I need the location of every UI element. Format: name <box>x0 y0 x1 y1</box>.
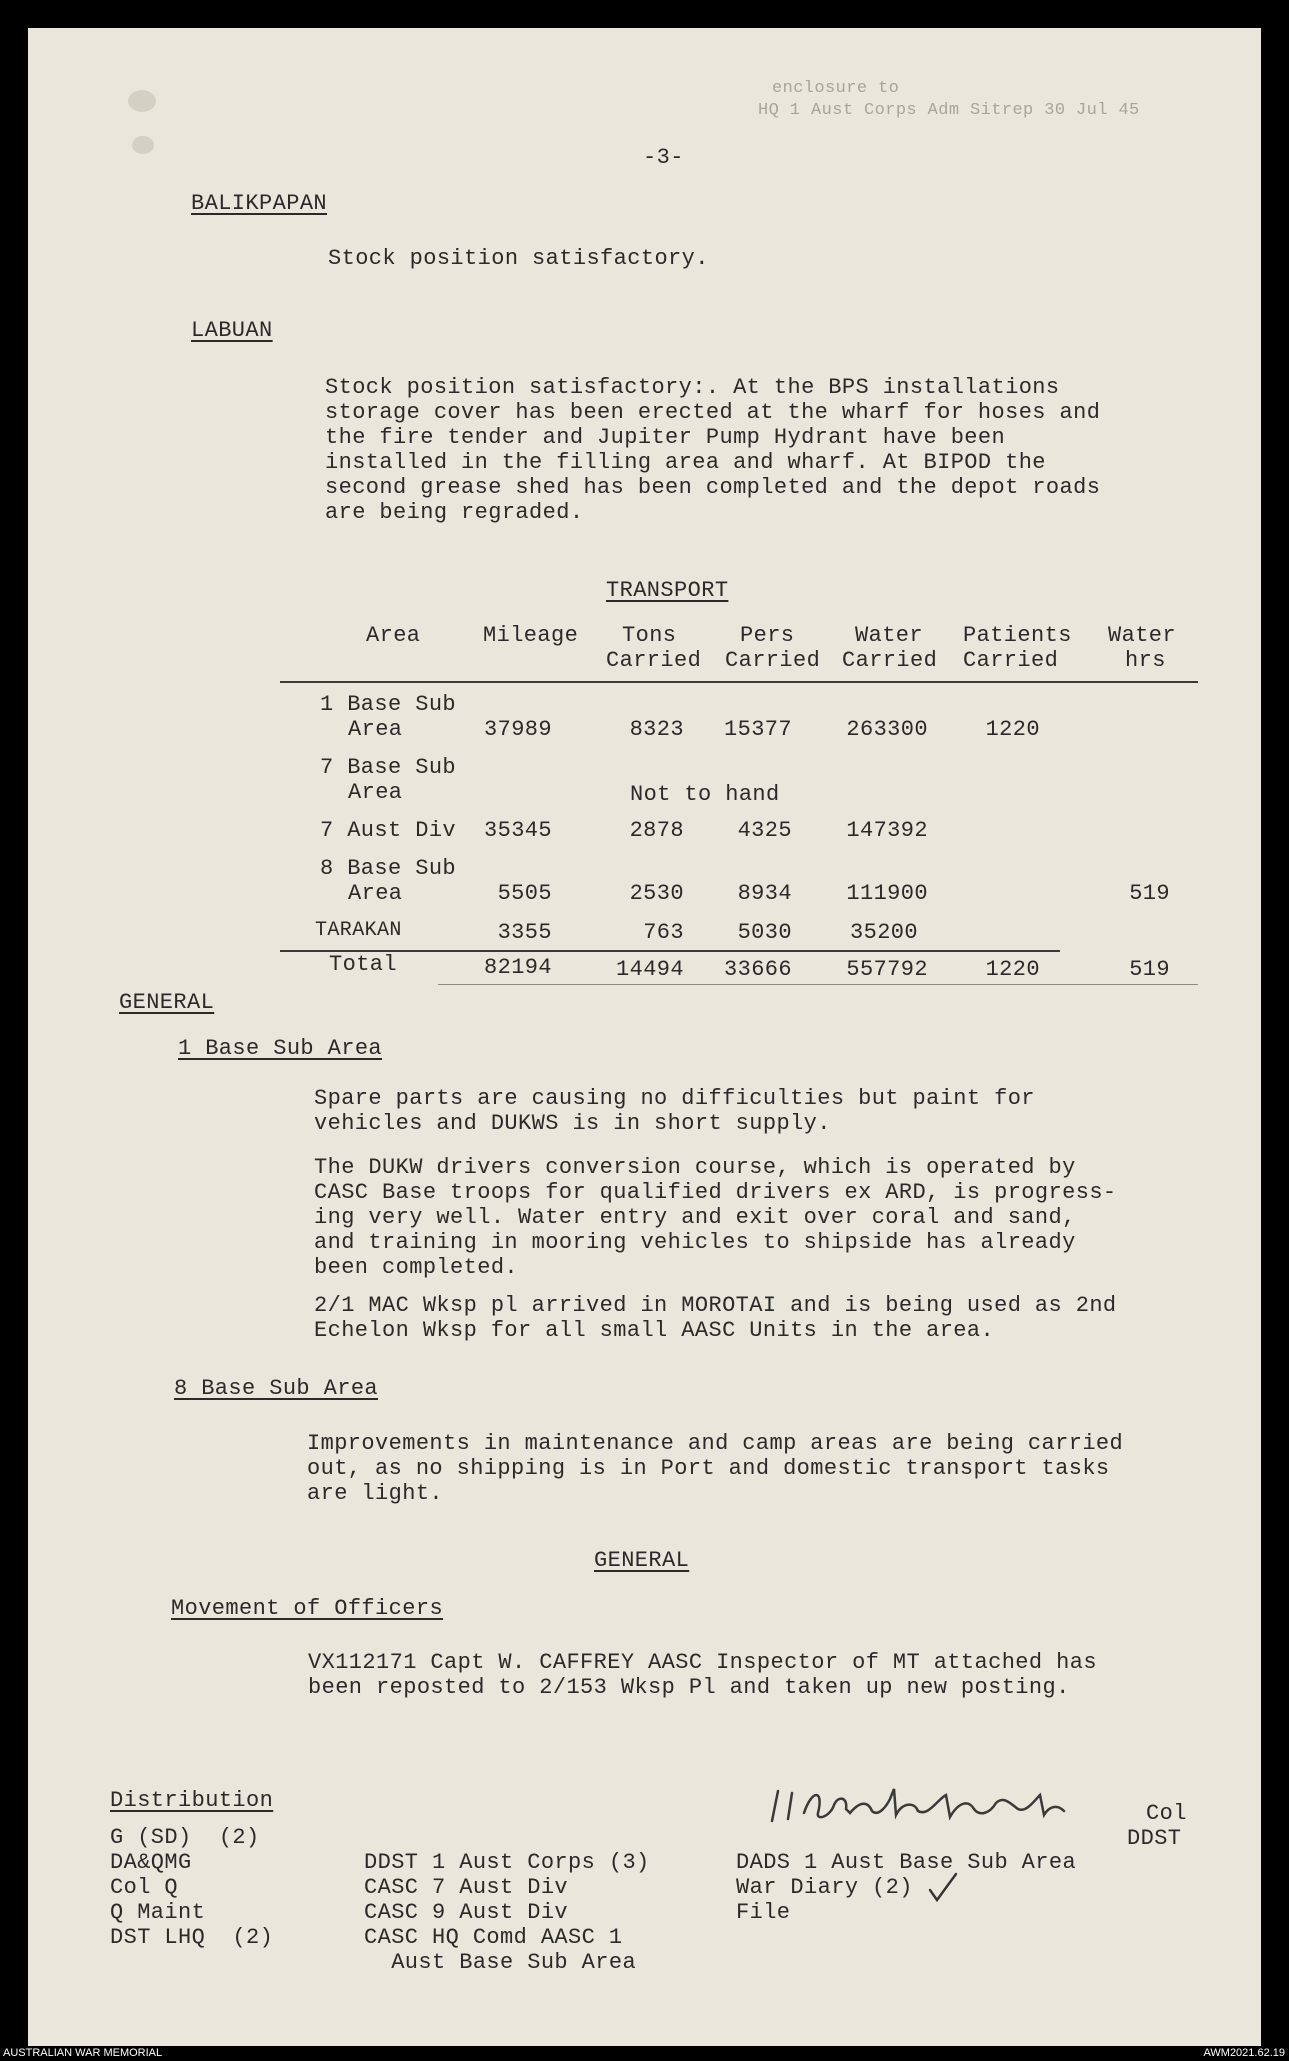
distribution-item: CASC HQ Comd AASC 1 <box>364 1925 623 1950</box>
cell-pers: 8934 <box>737 881 792 906</box>
cell-mileage: 82194 <box>483 955 552 980</box>
signature-appointment: DDST <box>1127 1826 1182 1851</box>
paragraph-line: CASC Base troops for qualified drivers ex ARD, is progress- <box>314 1180 1117 1205</box>
document-page <box>28 28 1261 2046</box>
col-header-tons-sub: Carried <box>606 648 702 673</box>
paragraph-line: are light. <box>307 1481 444 1506</box>
cell-note: Not to hand <box>630 782 780 807</box>
cell-area: 7 Aust Div <box>320 818 457 843</box>
general-heading: GENERAL <box>594 1548 690 1573</box>
distribution-item: DADS 1 Aust Base Sub Area <box>736 1850 1077 1875</box>
distribution-item: G (SD) (2) <box>110 1825 260 1850</box>
cell-pers: 4325 <box>737 818 792 843</box>
cell-water: 557792 <box>846 957 928 982</box>
labuan-line: storage cover has been erected at the wharf for hoses and <box>325 400 1101 425</box>
labuan-line: second grease shed has been completed and the depot roads <box>325 475 1101 500</box>
cell-tons: 8323 <box>629 717 684 742</box>
punch-hole-mark <box>132 136 154 154</box>
col-header-pers: Pers <box>740 623 795 648</box>
paragraph-line: The DUKW drivers conversion course, which is operated by <box>314 1155 1076 1180</box>
cell-total-label: Total <box>329 952 398 977</box>
distribution-item: Q Maint <box>110 1900 206 1925</box>
cell-area: 7 Base Sub <box>320 755 457 780</box>
labuan-line: are being regraded. <box>325 500 584 525</box>
paragraph-line: been reposted to 2/153 Wksp Pl and taken up new posting. <box>308 1675 1070 1700</box>
balikpapan-text: Stock position satisfactory. <box>328 246 709 271</box>
paragraph-line: 2/1 MAC Wksp pl arrived in MOROTAI and is being used as 2nd <box>314 1293 1117 1318</box>
header-reference-line1: enclosure to <box>772 79 900 98</box>
distribution-item: DDST 1 Aust Corps (3) <box>364 1850 650 1875</box>
labuan-line: the fire tender and Jupiter Pump Hydrant have been <box>325 425 1006 450</box>
distribution-item: Aust Base Sub Area <box>364 1950 637 1975</box>
paragraph-line: Improvements in maintenance and camp areas are being carried <box>307 1431 1124 1456</box>
labuan-line: Stock position satisfactory:. At the BPS installations <box>325 375 1060 400</box>
labuan-line: installed in the filling area and wharf. At BIPOD the <box>325 450 1046 475</box>
col-header-water: Water <box>855 623 924 648</box>
distribution-item: CASC 7 Aust Div <box>364 1875 569 1900</box>
cell-pers: 33666 <box>723 957 792 982</box>
archive-footer <box>0 2046 1289 2061</box>
cell-tons: 2878 <box>629 818 684 843</box>
cell-tons: 2530 <box>629 881 684 906</box>
signature-rank: Col <box>1146 1801 1187 1826</box>
distribution-item: War Diary (2) <box>736 1875 913 1900</box>
col-header-water-hrs: Water <box>1108 623 1177 648</box>
distribution-item: File <box>736 1900 791 1925</box>
handwritten-signature <box>768 1783 1143 1829</box>
labuan-heading: LABUAN <box>191 318 273 343</box>
cell-water: 263300 <box>846 717 928 742</box>
footer-accession-number: AWM2021.62.19 <box>1203 2047 1285 2059</box>
distribution-item: DST LHQ (2) <box>110 1925 274 1950</box>
base1-heading: 1 Base Sub Area <box>178 1036 383 1061</box>
col-header-patients-sub: Carried <box>963 648 1059 673</box>
col-header-area: Area <box>366 623 421 648</box>
punch-hole-mark <box>128 90 156 112</box>
cell-tons: 14494 <box>615 957 684 982</box>
paragraph-line: Spare parts are causing no difficulties but paint for <box>314 1086 1035 1111</box>
cell-area: Area <box>348 780 403 805</box>
cell-area: 8 Base Sub <box>320 856 457 881</box>
page-number: -3- <box>643 145 684 170</box>
cell-mileage: 37989 <box>483 717 552 742</box>
general-heading: GENERAL <box>119 990 215 1015</box>
base8-heading: 8 Base Sub Area <box>174 1376 379 1401</box>
paragraph-line: and training in mooring vehicles to shipside has already <box>314 1230 1076 1255</box>
header-reference-line2: HQ 1 Aust Corps Adm Sitrep 30 Jul 45 <box>758 101 1140 120</box>
paragraph-line: ing very well. Water entry and exit over coral and sand, <box>314 1205 1076 1230</box>
checkmark-icon <box>926 1870 960 1904</box>
cell-mileage: 3355 <box>497 920 552 945</box>
col-header-mileage: Mileage <box>483 623 579 648</box>
movement-of-officers-heading: Movement of Officers <box>171 1596 444 1621</box>
col-header-water-sub: Carried <box>842 648 938 673</box>
distribution-item: DA&QMG <box>110 1850 192 1875</box>
cell-patients: 1220 <box>985 717 1040 742</box>
col-header-patients: Patients <box>963 623 1072 648</box>
cell-area: TARAKAN <box>315 919 402 942</box>
cell-patients: 1220 <box>985 957 1040 982</box>
col-header-pers-sub: Carried <box>725 648 821 673</box>
table-rule <box>438 984 1198 985</box>
cell-water: 111900 <box>846 881 928 906</box>
paragraph-line: been completed. <box>314 1255 519 1280</box>
cell-water-hrs: 519 <box>1129 957 1170 982</box>
paragraph-line: out, as no shipping is in Port and domestic transport tasks <box>307 1456 1110 1481</box>
col-header-tons: Tons <box>622 623 677 648</box>
paragraph-line: Echelon Wksp for all small AASC Units in the area. <box>314 1318 995 1343</box>
cell-water-hrs: 519 <box>1129 881 1170 906</box>
cell-mileage: 5505 <box>497 881 552 906</box>
paragraph-line: vehicles and DUKWS is in short supply. <box>314 1111 831 1136</box>
cell-pers: 5030 <box>737 920 792 945</box>
cell-water: 147392 <box>846 818 928 843</box>
transport-heading: TRANSPORT <box>606 578 729 603</box>
table-rule <box>280 681 1198 683</box>
paragraph-line: VX112171 Capt W. CAFFREY AASC Inspector of MT attached has <box>308 1650 1097 1675</box>
footer-institution: AUSTRALIAN WAR MEMORIAL <box>3 2047 163 2059</box>
cell-area: 1 Base Sub <box>320 692 457 717</box>
balikpapan-heading: BALIKPAPAN <box>191 191 328 216</box>
col-header-water-hrs-sub: hrs <box>1125 648 1166 673</box>
cell-pers: 15377 <box>723 717 792 742</box>
cell-area: Area <box>348 881 403 906</box>
distribution-heading: Distribution <box>110 1788 274 1813</box>
distribution-item: CASC 9 Aust Div <box>364 1900 569 1925</box>
cell-tons: 763 <box>643 920 684 945</box>
cell-mileage: 35345 <box>483 818 552 843</box>
cell-area: Area <box>348 717 403 742</box>
distribution-item: Col Q <box>110 1875 179 1900</box>
cell-water: 35200 <box>849 920 918 945</box>
